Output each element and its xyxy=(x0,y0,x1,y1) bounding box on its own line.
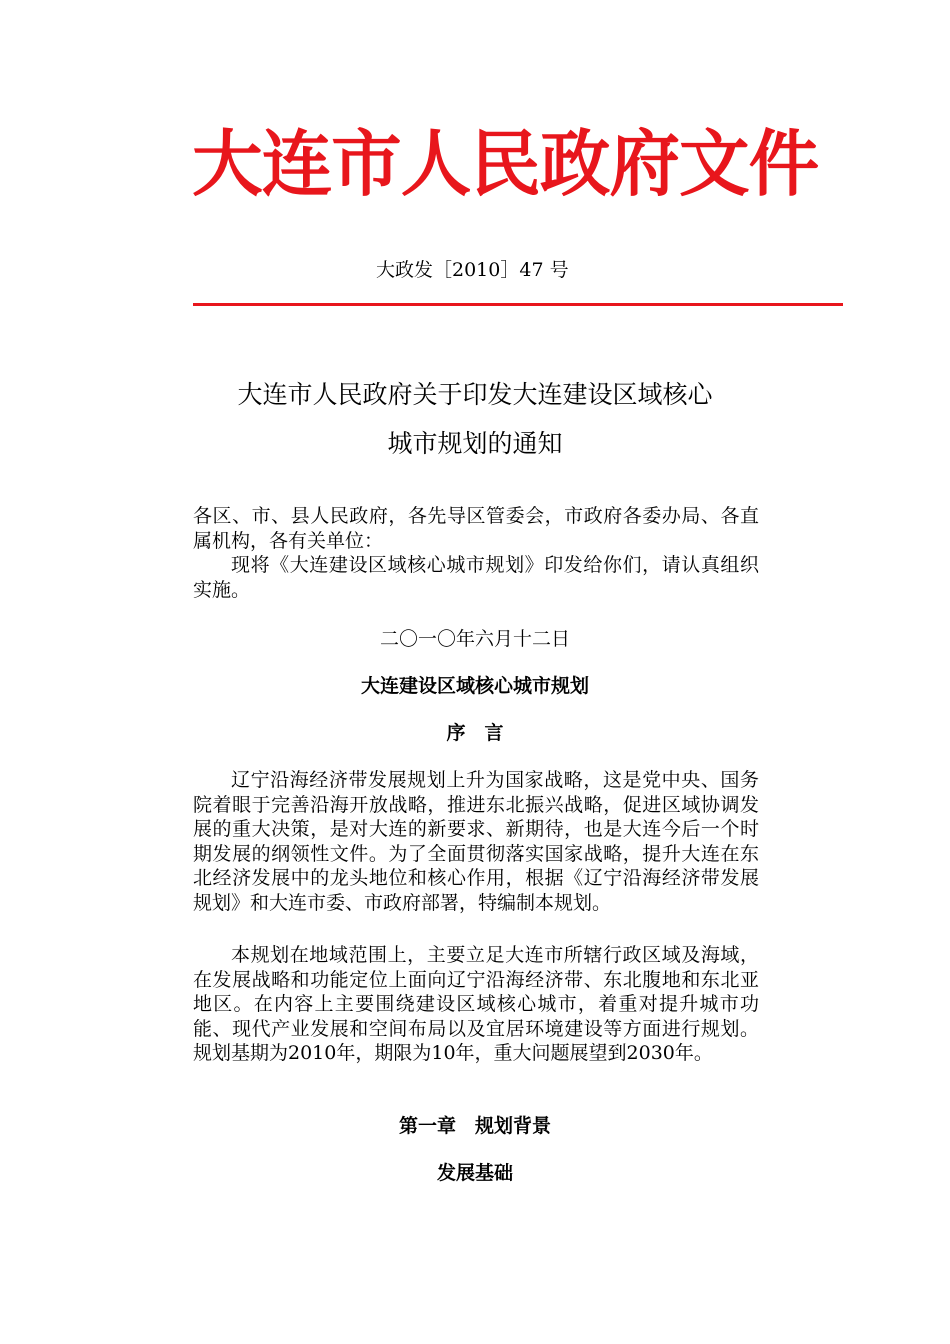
chapter-1-heading: 第一章 规划背景 xyxy=(398,1115,551,1137)
preface-heading: 序 言 xyxy=(446,722,504,744)
preface-paragraph-1: 辽宁沿海经济带发展规划上升为国家战略，这是党中央、国务院着眼于完善沿海开放战略，推进东北振兴战略，促进区域协调发展的重大决策，是对大连的新要求、新期待，也是大连今后一个时期发展的纲领性文件。为了全面贯彻落实国家战略，提升大连在东北经济发展中的龙头地位和核心作用，根据《辽宁沿海经济带发展规划》和大连市委、市政府部署，特编制本规划。 xyxy=(193,769,759,914)
document-masthead: 大连市人民政府文件 xyxy=(192,122,819,206)
red-divider-line xyxy=(193,303,843,306)
notice-date: 二〇一〇年六月十二日 xyxy=(379,628,570,650)
document-number: 大政发［2010］47 号 xyxy=(376,259,569,281)
section-heading-development-basis: 发展基础 xyxy=(436,1162,513,1184)
notice-title-line2: 城市规划的通知 xyxy=(387,429,563,458)
plan-title: 大连建设区域核心城市规划 xyxy=(360,675,589,697)
notice-addressee: 各区、市、县人民政府，各先导区管委会，市政府各委办局、各直属机构，各有关单位： xyxy=(193,505,759,552)
preface-paragraph-2: 本规划在地域范围上，主要立足大连市所辖行政区域及海域，在发展战略和功能定位上面向辽宁沿海经济带、东北腹地和东北亚地区。在内容上主要围绕建设区域核心城市，着重对提升城市功能、现代产业发展和空间布局以及宜居环境建设等方面进行规划。规划基期为2010年，期限为10年，重大问题展望到2030年。 xyxy=(193,944,759,1064)
notice-body: 现将《大连建设区域核心城市规划》印发给你们，请认真组织实施。 xyxy=(193,554,759,601)
notice-title-line1: 大连市人民政府关于印发大连建设区域核心 xyxy=(237,380,713,409)
